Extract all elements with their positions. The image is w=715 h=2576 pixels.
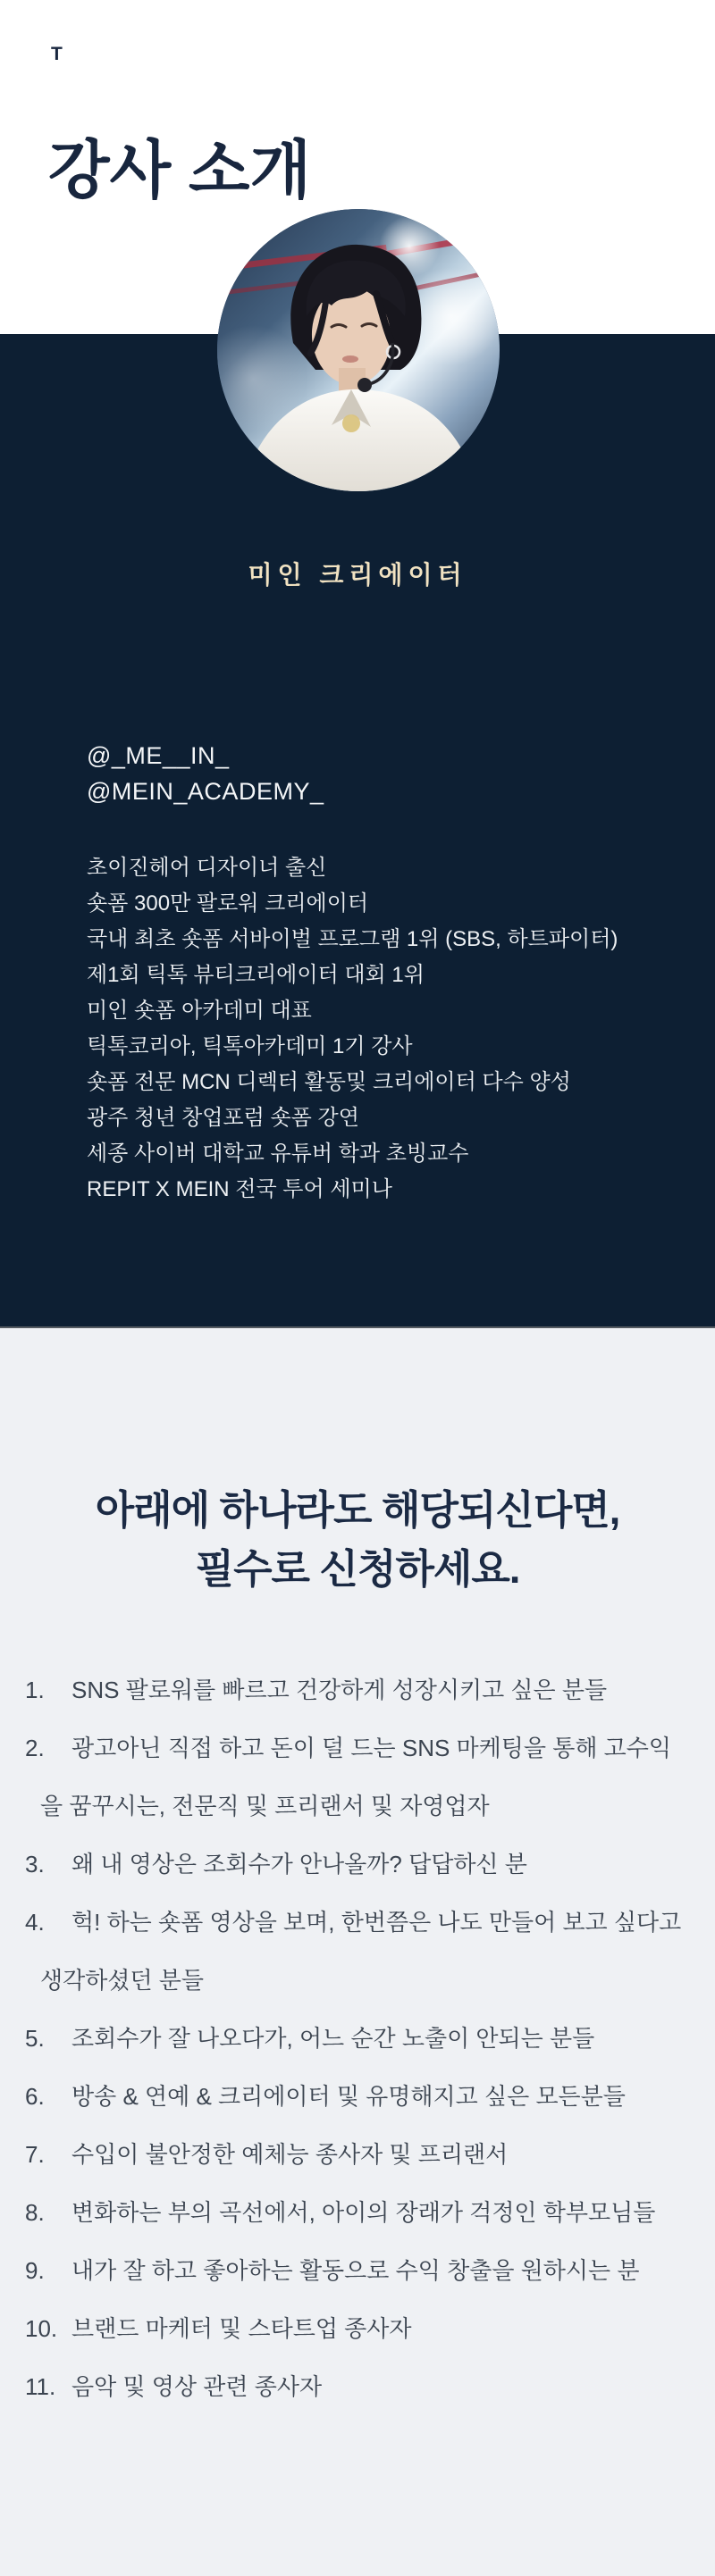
item-text: 방송 & 연예 & 크리에이터 및 유명해지고 싶은 모든분들 — [72, 2083, 626, 2110]
item-number: 1. — [25, 1677, 45, 1703]
credential-item: REPIT X MEIN 전국 투어 세미나 — [87, 1177, 392, 1201]
item-number: 9. — [25, 2257, 45, 2284]
criteria-item — [25, 1836, 690, 1894]
cta-heading-line1: 아래에 하나라도 해당되신다면, — [95, 1487, 620, 1533]
item-number: 11. — [25, 2373, 56, 2400]
criteria-item — [25, 2126, 690, 2184]
item-text: 수입이 불안정한 예체능 종사자 및 프리랜서 — [72, 2141, 509, 2168]
item-text: 헉! 하는 숏폼 영상을 보며, 한번쯤은 나도 만들어 보고 싶다고 생각하셨던 분들 — [40, 1909, 682, 1994]
item-number: 10. — [25, 2315, 58, 2342]
credential-item: 세종 사이버 대학교 유튜버 학과 초빙교수 — [87, 1142, 469, 1166]
criteria-item — [25, 2068, 690, 2126]
credential-item: 광주 청년 창업포럼 숏폼 강연 — [87, 1106, 359, 1130]
item-text: 브랜드 마케터 및 스타트업 종사자 — [72, 2315, 412, 2342]
credential-item: 숏폼 300만 팔로워 크리에이터 — [87, 891, 369, 916]
instagram-handle-primary: @_ME__IN_ — [87, 742, 230, 769]
criteria-list — [25, 1661, 690, 2416]
criteria-item — [25, 1894, 690, 2010]
item-text: 음악 및 영상 관련 종사자 — [72, 2373, 323, 2400]
cta-heading — [0, 1481, 715, 1599]
instructor-photo-illustration — [217, 209, 500, 491]
item-number: 7. — [25, 2141, 45, 2168]
criteria-item — [25, 2358, 690, 2416]
logo-t: T — [51, 44, 63, 64]
item-text: SNS 팔로워를 빠르고 건강하게 성장시키고 싶은 분들 — [72, 1677, 608, 1703]
criteria-item — [25, 2184, 690, 2242]
cta-heading-line2: 필수로 신청하세요. — [195, 1546, 520, 1592]
item-number: 2. — [25, 1735, 45, 1761]
item-text: 내가 잘 하고 좋아하는 활동으로 수익 창출을 원하시는 분 — [72, 2257, 640, 2284]
credential-item: 숏폼 전문 MCN 디렉터 활동및 크리에이터 다수 양성 — [87, 1070, 571, 1094]
instructor-name-tag: 미인 크리에이터 — [248, 561, 467, 589]
credential-item: 미인 숏폼 아카데미 대표 — [87, 999, 312, 1023]
item-number: 4. — [25, 1909, 45, 1936]
criteria-item — [25, 2242, 690, 2300]
item-text: 변화하는 부의 곡선에서, 아이의 장래가 걱정인 학부모님들 — [72, 2199, 656, 2226]
credential-item: 틱톡코리아, 틱톡아카데미 1기 강사 — [87, 1034, 413, 1058]
criteria-item — [25, 2010, 690, 2068]
instagram-handle-academy: @MEIN_ACADEMY_ — [87, 778, 324, 805]
instructor-photo — [217, 209, 500, 491]
item-number: 6. — [25, 2083, 45, 2110]
credential-item: 제1회 틱톡 뷰티크리에이터 대회 1위 — [87, 963, 425, 987]
item-text: 광고아닌 직접 하고 돈이 덜 드는 SNS 마케팅을 통해 고수익을 꿈꾸시는, 전문직 및 프리랜서 및 자영업자 — [40, 1735, 672, 1819]
item-number: 5. — [25, 2025, 45, 2052]
item-text: 조회수가 잘 나오다가, 어느 순간 노출이 안되는 분들 — [72, 2025, 595, 2052]
criteria-item — [25, 1661, 690, 1719]
credential-item: 초이진헤어 디자이너 출신 — [87, 856, 327, 880]
page-title: 강사 소개 — [48, 135, 312, 206]
credentials-list — [87, 850, 618, 1208]
credential-item: 국내 최초 숏폼 서바이벌 프로그램 1위 (SBS, 하트파이터) — [87, 927, 618, 951]
social-handles — [87, 738, 324, 809]
criteria-item — [25, 2300, 690, 2358]
item-text: 왜 내 영상은 조회수가 안나올까? 답답하신 분 — [72, 1851, 527, 1878]
criteria-item — [25, 1719, 690, 1836]
item-number: 3. — [25, 1851, 45, 1878]
item-number: 8. — [25, 2199, 45, 2226]
